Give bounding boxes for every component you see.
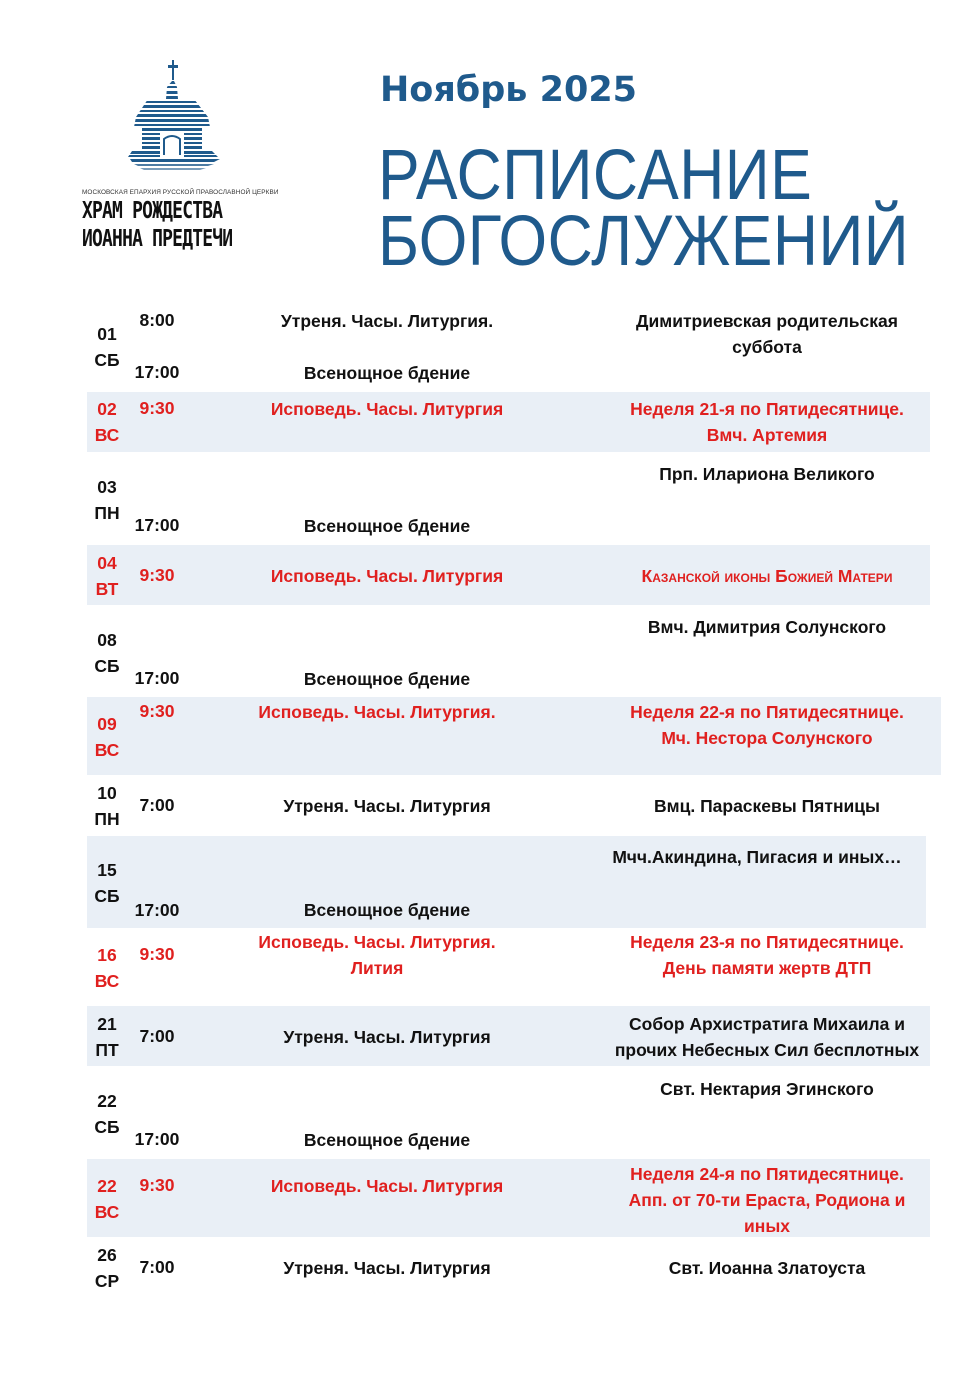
feast-line: Неделя 21-я по Пятидесятнице.	[630, 399, 904, 419]
feast-name	[582, 1011, 952, 1063]
service-time: 17:00	[134, 362, 180, 382]
weekday: ВС	[94, 1202, 120, 1222]
service-time: 7:00	[139, 795, 175, 815]
service-name: Исповедь. Часы. Литургия	[270, 1176, 504, 1196]
service-time: 17:00	[134, 515, 180, 535]
service-line: Лития	[350, 958, 404, 978]
title-line1: РАСПИСАНИЕ	[378, 136, 813, 215]
feast-line: Казанской иконы Божией Матери	[641, 566, 893, 586]
church-logo	[82, 55, 279, 252]
service-time: 7:00	[139, 1026, 175, 1046]
day-cell	[87, 1011, 127, 1063]
feast-name	[587, 563, 947, 589]
page-title	[378, 136, 910, 281]
feast-line: Апп. от 70-ти Ераста, Родиона и	[628, 1190, 906, 1210]
service-name: Утреня. Часы. Литургия	[283, 796, 491, 816]
weekday: СБ	[94, 656, 120, 676]
diocese-text: МОСКОВСКАЯ ЕПАРХИЯ РУССКОЙ ПРАВОСЛАВНОЙ ЦЕРКВИ	[82, 189, 279, 196]
schedule-row	[87, 697, 941, 775]
day-number: 22	[97, 1176, 117, 1196]
day-number: 02	[97, 399, 117, 419]
feast-line: Свт. Иоанна Златоуста	[668, 1258, 866, 1278]
service-time: 7:00	[139, 1257, 175, 1277]
service-time: 17:00	[134, 1129, 180, 1149]
weekday: СБ	[94, 350, 120, 370]
day-cell	[87, 942, 127, 994]
weekday: ВС	[94, 425, 120, 445]
day-number: 22	[97, 1091, 117, 1111]
day-number: 08	[97, 630, 117, 650]
feast-name	[577, 844, 937, 870]
day-number: 03	[97, 477, 117, 497]
day-number: 21	[97, 1014, 117, 1034]
feast-line: Вмч. Димитрия Солунского	[647, 617, 887, 637]
weekday: ВС	[94, 971, 120, 991]
feast-line: суббота	[732, 337, 802, 357]
day-cell	[87, 321, 127, 373]
service-time: 9:30	[139, 944, 175, 964]
service-name: Всенощное бдение	[303, 669, 471, 689]
day-cell	[87, 1088, 127, 1140]
day-number: 26	[97, 1245, 117, 1265]
schedule-row	[87, 611, 930, 696]
feast-line: Неделя 23-я по Пятидесятнице.	[630, 932, 904, 952]
feast-line: Вмч. Артемия	[706, 425, 828, 445]
schedule-row	[87, 1006, 930, 1066]
weekday: ВС	[94, 740, 120, 760]
day-cell	[87, 627, 127, 679]
service-time: 17:00	[134, 668, 180, 688]
feast-name	[587, 1161, 947, 1239]
schedule-row	[87, 392, 930, 452]
service-name: Утреня. Часы. Литургия.	[280, 311, 494, 331]
feast-name	[587, 1255, 947, 1281]
service-time: 9:30	[139, 398, 175, 418]
service-name: Всенощное бдение	[303, 363, 471, 383]
service-name: Утреня. Часы. Литургия	[283, 1258, 491, 1278]
day-cell	[87, 857, 127, 909]
day-cell	[87, 711, 127, 763]
service-name: Исповедь. Часы. Литургия	[270, 566, 504, 586]
feast-line: Димитриевская родительская	[636, 311, 898, 331]
feast-name	[587, 461, 947, 487]
weekday: СБ	[94, 886, 120, 906]
month-heading: Ноябрь 2025	[380, 70, 638, 110]
feast-line: Вмц. Параскевы Пятницы	[654, 796, 880, 816]
service-name: Всенощное бдение	[303, 516, 471, 536]
feast-name	[587, 929, 947, 981]
day-number: 09	[97, 714, 117, 734]
feast-name	[587, 699, 947, 751]
church-name-line1: ХРАМ РОЖДЕСТВА	[82, 198, 223, 224]
schedule-row	[87, 778, 930, 834]
day-number: 16	[97, 945, 117, 965]
church-name-line2: ИОАННА ПРЕДТЕЧИ	[82, 226, 233, 252]
feast-line: Мч. Нестора Солунского	[661, 728, 873, 748]
feast-name	[587, 614, 947, 640]
feast-line: Неделя 22-я по Пятидесятнице.	[630, 702, 904, 722]
day-cell	[87, 780, 127, 832]
weekday: ВТ	[95, 579, 119, 599]
feast-line: Свт. Нектария Эгинского	[660, 1079, 874, 1099]
feast-line: Неделя 24-я по Пятидесятнице.	[630, 1164, 904, 1184]
feast-name	[587, 308, 947, 360]
weekday: ПН	[94, 503, 120, 523]
feast-line: Собор Архистратига Михаила и	[629, 1014, 905, 1034]
schedule-row	[87, 928, 930, 1004]
day-number: 04	[97, 553, 117, 573]
schedule-row	[87, 305, 930, 390]
day-number: 15	[97, 860, 117, 880]
day-cell	[87, 1242, 127, 1294]
service-name: Исповедь. Часы. Литургия.	[258, 702, 496, 722]
schedule-row	[87, 1072, 930, 1157]
service-name: Всенощное бдение	[303, 900, 471, 920]
day-number: 01	[97, 324, 117, 344]
service-line: Исповедь. Часы. Литургия.	[258, 932, 496, 952]
schedule-row	[87, 1240, 930, 1296]
service-time: 8:00	[139, 310, 175, 330]
schedule-row	[87, 458, 930, 543]
service-time: 9:30	[139, 1175, 175, 1195]
feast-name	[587, 1076, 947, 1102]
schedule-row	[87, 836, 926, 928]
feast-line: Мчч.Акиндина, Пигасия и иных…	[612, 847, 902, 867]
service-name: Исповедь. Часы. Литургия	[270, 399, 504, 419]
feast-name	[587, 793, 947, 819]
title-line2: БОГОСЛУЖЕНИЙ	[378, 202, 910, 281]
weekday: СР	[94, 1271, 120, 1291]
schedule-row	[87, 545, 930, 605]
service-name: Утреня. Часы. Литургия	[283, 1027, 491, 1047]
weekday: ПТ	[95, 1040, 119, 1060]
feast-line: прочих Небесных Сил бесплотных	[614, 1040, 920, 1060]
service-name: Всенощное бдение	[303, 1130, 471, 1150]
day-cell	[87, 396, 127, 448]
service-name	[217, 929, 537, 981]
service-time: 17:00	[134, 900, 180, 920]
feast-line: иных	[743, 1216, 790, 1236]
feast-line: Прп. Илариона Великого	[659, 464, 875, 484]
day-number: 10	[97, 783, 117, 803]
service-time: 9:30	[139, 701, 175, 721]
service-time: 9:30	[139, 565, 175, 585]
day-cell	[87, 550, 127, 602]
day-cell	[87, 1173, 127, 1225]
church-emblem-icon	[82, 55, 272, 185]
weekday: СБ	[94, 1117, 120, 1137]
day-cell	[87, 474, 127, 526]
weekday: ПН	[94, 809, 120, 829]
schedule-row	[87, 1159, 930, 1237]
feast-line: День памяти жертв ДТП	[662, 958, 872, 978]
feast-name	[587, 396, 947, 448]
